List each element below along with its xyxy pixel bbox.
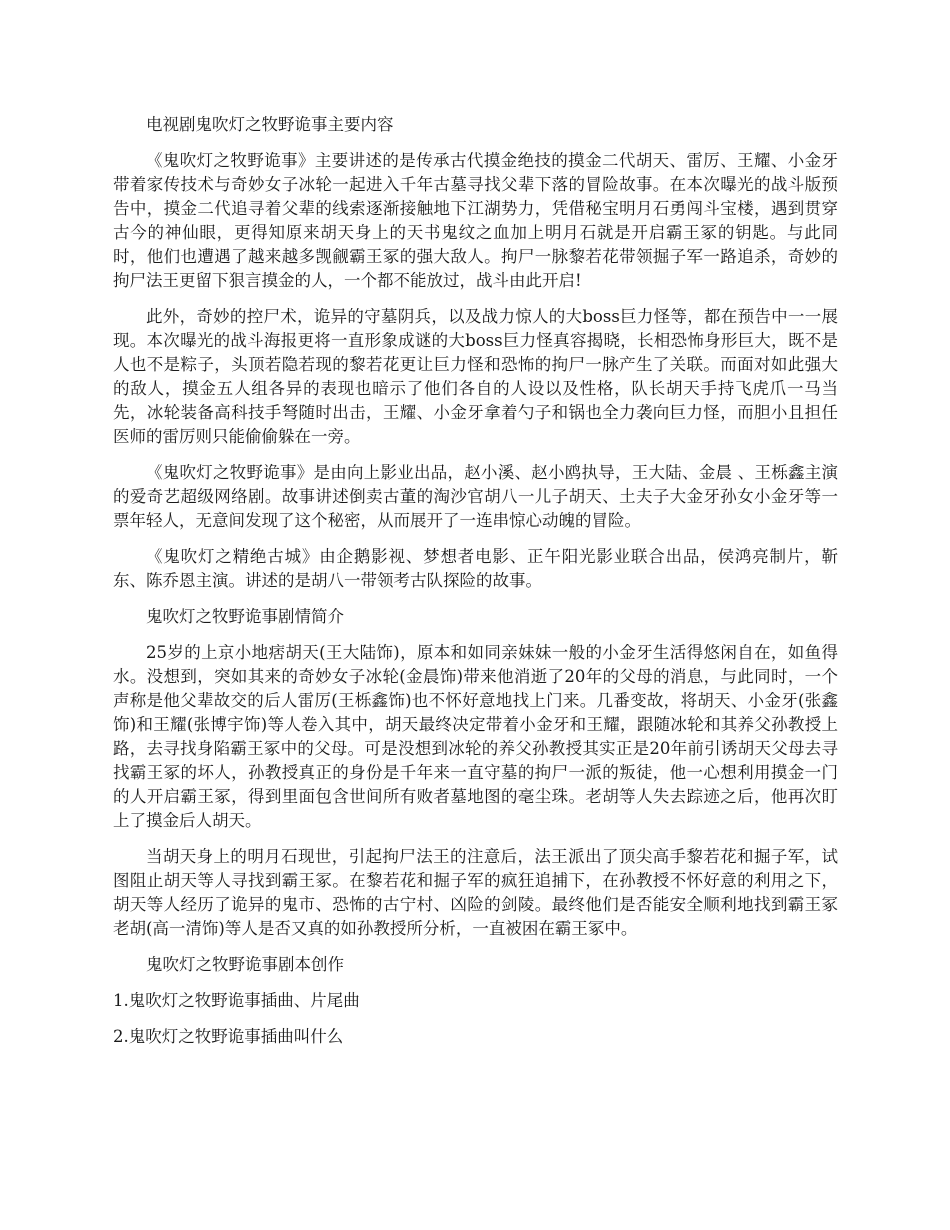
plot-heading: 鬼吹灯之牧野诡事剧情简介 xyxy=(146,607,344,626)
document-title: 电视剧鬼吹灯之牧野诡事主要内容 xyxy=(146,115,394,134)
intro-paragraph: 《鬼吹灯之牧野诡事》是由向上影业出品，赵小溪、赵小鸥执导，王大陆、金晨 、王栎鑫主演的爱奇艺超级网络剧。故事讲述倒卖古董的淘沙官胡八一儿子胡天、土夫子大金牙孙女小金牙等一票年轻人，无意间发现了这个秘密，从而展开了一连串惊心动魄的冒险。 xyxy=(113,463,838,530)
plot-paragraph: 当胡天身上的明月石现世，引起拘尸法王的注意后，法王派出了顶尖高手黎若花和掘子军，试图阻止胡天等人寻找到霸王冢。在黎若花和掘子军的疯狂追捕下，在孙教授不怀好意的利用之下，胡天等人经历了诡异的鬼市、恐怖的古宁村、凶险的剑陵。最终他们是否能安全顺利地找到霸王冢老胡(高一清饰)等人是否又真的如孙教授所分析，一直被困在霸王冢中。 xyxy=(113,847,838,938)
list-item: 2.鬼吹灯之牧野诡事插曲叫什么 xyxy=(113,1027,344,1046)
intro-paragraph: 《鬼吹灯之牧野诡事》主要讲述的是传承古代摸金绝技的摸金二代胡天、雷厉、王耀、小金牙带着家传技术与奇妙女子冰轮一起进入千年古墓寻找父辈下落的冒险故事。在本次曝光的战斗版预告中，摸金二代追寻着父辈的线索逐渐接触地下江湖势力，凭借秘宝明月石勇闯斗宝楼，遇到贯穿古今的神仙眼，更得知原来胡天身上的天书鬼纹之血加上明月石就是开启霸王冢的钥匙。与此同时，他们也遭遇了越来越多觊觎霸王冢的强大敌人。拘尸一脉黎若花带领掘子军一路追杀，奇妙的拘尸法王更留下狠言摸金的人，一个都不能放过，战斗由此开启! xyxy=(113,151,838,290)
document-page xyxy=(113,113,838,1061)
list-item: 1.鬼吹灯之牧野诡事插曲、片尾曲 xyxy=(113,991,360,1010)
plot-paragraph: 25岁的上京小地痞胡天(王大陆饰)，原本和如同亲妹妹一般的小金牙生活得悠闲自在，如鱼得水。没想到，突如其来的奇妙女子冰轮(金晨饰)带来他消逝了20年的父母的消息，与此同时，一个声称是他父辈故交的后人雷厉(王栎鑫饰)也不怀好意地找上门来。几番变故，将胡天、小金牙(张鑫饰)和王耀(张博宇饰)等人卷入其中，胡天最终决定带着小金牙和王耀，跟随冰轮和其养父孙教授上路，去寻找身陷霸王冢中的父母。可是没想到冰轮的养父孙教授其实正是20年前引诱胡天父母去寻找霸王冢的坏人，孙教授真正的身份是千年来一直守墓的拘尸一派的叛徒，他一心想利用摸金一门的人开启霸王冢，得到里面包含世间所有败者墓地图的毫尘珠。老胡等人失去踪迹之后，他再次盯上了摸金后人胡天。 xyxy=(113,643,838,830)
intro-paragraph: 此外，奇妙的控尸术，诡异的守墓阴兵，以及战力惊人的大boss巨力怪等，都在预告中一一展现。本次曝光的战斗海报更将一直形象成谜的大boss巨力怪真容揭晓，长相恐怖身形巨大，既不是人也不是粽子，头顶若隐若现的黎若花更让巨力怪和恐怖的拘尸一脉产生了关联。而面对如此强大的敌人，摸金五人组各异的表现也暗示了他们各自的人设以及性格，队长胡天手持飞虎爪一马当先，冰轮装备高科技手弩随时出击，王耀、小金牙拿着勺子和锅也全力袭向巨力怪，而胆小且担任医师的雷厉则只能偷偷躲在一旁。 xyxy=(113,307,838,446)
intro-paragraph: 《鬼吹灯之精绝古城》由企鹅影视、梦想者电影、正午阳光影业联合出品，侯鸿亮制片，靳东、陈乔恩主演。讲述的是胡八一带领考古队探险的故事。 xyxy=(113,547,838,590)
script-heading: 鬼吹灯之牧野诡事剧本创作 xyxy=(146,955,344,974)
